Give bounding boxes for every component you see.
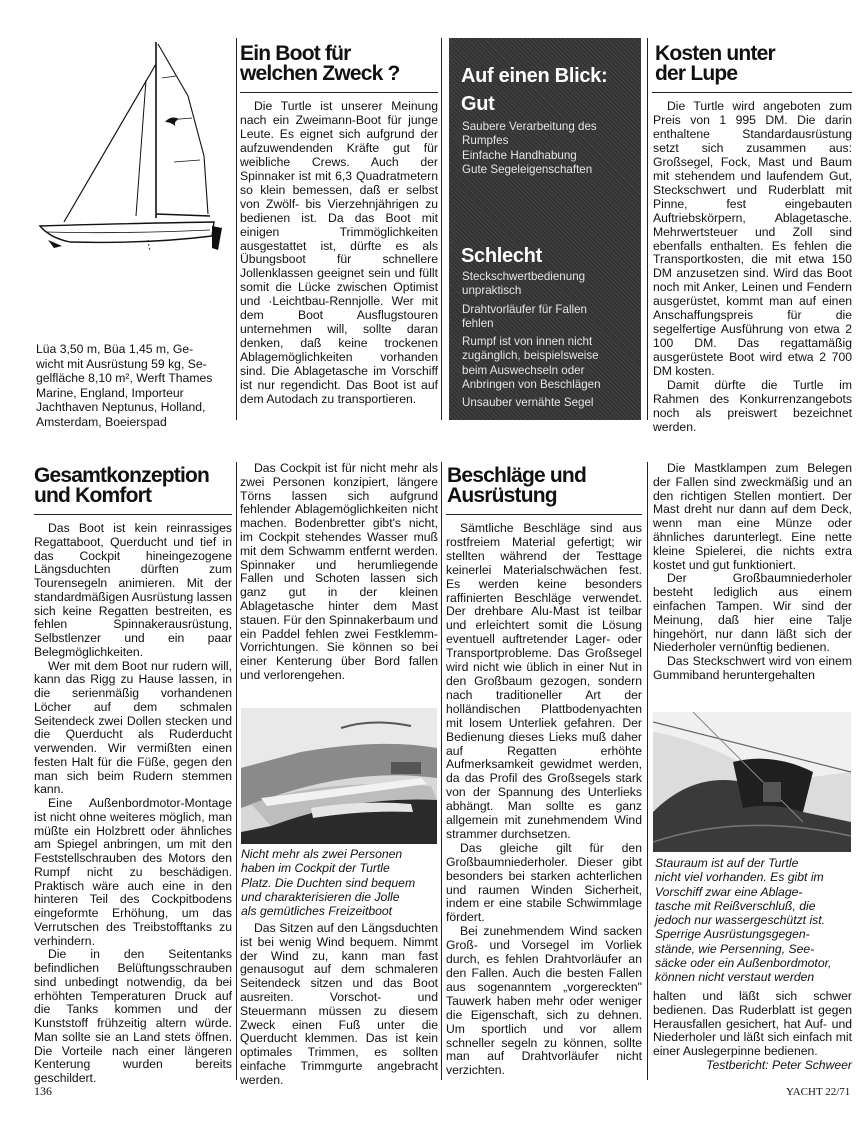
- schlecht-item: Rumpf ist von innen nicht: [462, 335, 593, 349]
- schlecht-item: Drahtvorläufer für Fallen: [462, 302, 588, 316]
- schlecht-item: fehlen: [462, 316, 494, 330]
- paragraph: Damit dürfte die Turtle im Rahmen des Konkurrenzangebots noch als preiswert bezeichnet werden.: [653, 378, 852, 434]
- column-rule: [441, 462, 442, 1080]
- paragraph: Eine Außenbordmotor-Montage ist nicht ohne weiteres möglich, man müßte ein Holzbrett oder ähnliches am Spiegel anbringen, um mit den Feststellschrauben des Motors den Rumpf nicht zu beschädigen. Praktisch wäre auch eine in den hinteren Teil des Cockpitbodens eingeformte Erhöhung, um das Verrutschen des Treibstofftanks zu verhindern.: [34, 796, 232, 948]
- box-title-gut: Gut: [461, 93, 495, 115]
- caption-line: tasche mit Reißverschluß, die: [655, 898, 816, 913]
- boat-spec-line: Amsterdam, Boeierspad: [36, 414, 167, 429]
- headline-rule: [240, 92, 438, 93]
- caption-line: Platz. Die Duchten sind bequem: [241, 875, 416, 890]
- page-number: 136: [34, 1084, 52, 1098]
- paragraph: Die Turtle wird angeboten zum Preis von 1 995 DM. Die darin enthaltene Standardausrüstung setzt sich zusammen aus: Großsegel, Fock, Mast und Baum mit stehendem und laufendem Gut, Steckschwert und Ruderblatt mit Pinne, fest eingebauten Auftriebskörpern, Ablagetasche. Mehrwertsteuer und Zoll sind ebenfalls enthalten. Es fehlen die Transportkosten, die mit etwa 150 DM anzusetzen sind. Wird das Boot noch mit Anker, Leinen und Fendern ausgerüstet, kommt man auf einen Anschaffungspreis für die segelfertige Ausführung von etwa 2 100 DM. Das regattamäßig ausgerüstete Boot wird etwa 2 700 DM kosten.: [653, 99, 852, 379]
- article-mast: [653, 462, 852, 683]
- column-rule: [236, 38, 237, 420]
- at-a-glance-box: [449, 38, 641, 420]
- schlecht-item: zugänglich, beispielsweise: [462, 349, 599, 363]
- headline-rule: [34, 514, 232, 515]
- article-cockpit: [240, 462, 438, 683]
- paragraph: Bei zunehmendem Wind sacken Groß- und Vorsegel im Vorliek durch, es fehlen Drahtvorläufer an den Fallen. Auch die besten Fallen aus sogenanntem „vorgereckten" Tauwerk haben mehr oder weniger die Eigenschaft, sich zu dehnen. Um sportlich und vor allem schneller segeln zu können, sollte man auf Drahtvorläufer nicht verzichten.: [446, 924, 642, 1078]
- paragraph: halten und läßt sich schwer bedienen. Das Ruderblatt ist gegen Herausfallen gesichert, hat Auf- und Niederholer und läßt sich einfach mit einer Auslegerpinne bedienen.: [653, 989, 852, 1059]
- caption-line: haben im Cockpit der Turtle: [241, 861, 390, 876]
- paragraph: Wer mit dem Boot nur rudern will, kann das Rigg zu Hause lassen, in die serienmäßig vorhandenen Löcher auf dem schmalen Seitendeck zwei Dollen stecken und die Querducht als Ruderducht verwenden. Wir vermißten einen festen Halt für die Füße, gegen den man sich beim Rudern stemmen kann.: [34, 658, 232, 797]
- paragraph: Das Steckschwert wird von einem Gummiband heruntergehalten: [653, 654, 852, 682]
- headline-line: Beschläge und: [447, 464, 586, 487]
- boat-spec-line: gelfläche 8,10 m², Werft Thames: [36, 371, 213, 385]
- paragraph: Das Boot ist kein reinrassiges Regattaboot, Querducht und tief in das Cockpit hineingezogene Längsduchten dürften zum Tourensegeln animieren. Mit der standardmäßigen Ausrüstung lassen sich keine Regatten bestreiten, es fehlen Spinnakerausrüstung, Selbstlenzer und ein paar Belegmöglichkeiten.: [34, 521, 232, 659]
- article-cockpit-cont: [240, 922, 438, 1088]
- caption-line: jedoch nur wassergeschützt ist.: [655, 913, 826, 928]
- article-mast-cont: [653, 990, 852, 1073]
- caption-line: stände, wie Persenning, See-: [655, 941, 815, 956]
- paragraph: Sämtliche Beschläge sind aus rostfreiem Material gefertigt; wir stellten während der Testtage keinerlei Materialschwächen fest. Es werden keine besonders raffinierten Beschläge verwendet. Der drehbare Alu-Mast ist teilbar und erleichtert somit die Lösung eventuell auftretender Lager- oder Transportprobleme. Das Großsegel wird nicht wie üblich in einer Nut in den Großbaum gezogen, sondern nach traditioneller Art der holländischen Plattbodenyachten mit losem Unterliek gefahren. Der Bedienung dieses Lieks muß daher auf Regatten erhöhte Aufmerksamkeit gewidmet werden, da das Profil des Großsegels stark von der Spannung des Unterlieks abhängt. Man sollte es ganz allgemein mit zunehmendem Wind strammer durchsetzen.: [446, 521, 642, 841]
- caption-line: säcke oder ein Außenbordmotor,: [655, 956, 832, 971]
- headline-line: Ausrüstung: [447, 484, 557, 507]
- headline-rule: [652, 92, 852, 93]
- column-rule: [441, 38, 442, 420]
- caption-line: nicht viel vorhanden. Es gibt im: [655, 870, 824, 885]
- column-rule: [647, 38, 648, 420]
- headline-beschlaege: [447, 466, 643, 506]
- caption-line: Sperrige Ausrüstungsgegen-: [655, 927, 810, 942]
- headline-gesamt: [34, 466, 238, 506]
- caption-line: Stauraum ist auf der Turtle: [655, 856, 799, 870]
- headline-line: Gesamtkonzeption: [34, 464, 210, 487]
- boat-spec-line: Jachthaven Neptunus, Holland,: [36, 400, 206, 414]
- article-gesamt: [34, 522, 232, 1086]
- paragraph: Die Turtle ist unserer Meinung nach ein Zweimann-Boot für junge Leute. Es eignet sich aufgrund der aufzuwendenden Kräfte gut für weibliche Crews. Auch der Spinnaker ist mit 6,3 Quadratmetern so klein bemessen, daß er selbst von Zwölf- bis Vierzehnjährigen zu bedienen ist. Da das Boot mit einigen Trimmöglichkeiten ausgestattet ist, dürfte es als Übungsboot für schnellere Jollenklassen geeignet sein und füllt somit die Lücke zwischen Optimist und ·Leichtbau-Rennjolle. Wer mit dem Boot Ausflugstouren unternehmen will, sollte daran denken, daß keine trockenen Ablagemöglichkeiten vorhanden sind. Die Ablagetasche im Vorschiff ist nur regendicht. Das Boot ist auf dem Autodach zu transportieren.: [240, 99, 438, 407]
- schlecht-item: Steckschwertbedienung: [462, 270, 586, 283]
- schlecht-item: Unsauber vernähte Segel: [462, 396, 594, 410]
- headline-rule: [446, 514, 642, 515]
- gut-item: Einfache Handhabung: [462, 148, 577, 162]
- headline-kosten: [655, 44, 855, 84]
- schlecht-item: Anbringen von Beschlägen: [462, 378, 601, 392]
- gut-item: Gute Segeleigenschaften: [462, 162, 593, 176]
- article-beschlaege: [446, 522, 642, 1078]
- headline-line: der Lupe: [655, 62, 738, 85]
- gut-item: Saubere Verarbeitung des: [462, 120, 597, 133]
- headline-line: Kosten unter: [655, 42, 775, 65]
- paragraph: Die in den Seitentanks befindlichen Belüftungsschrauben sind unbedingt notwendig, da bei erhöhten Temperaturen Druck auf die Tanks kommen und der Kunststoff frühzeitig altern würde. Man sollte sie an Land stets öffnen. Die Vorteile nach einer längeren Kenterung wurden bereits geschildert.: [34, 947, 232, 1085]
- boat-spec-line: Marine, England, Importeur: [36, 385, 184, 400]
- paragraph: Das gleiche gilt für den Großbaumniederholer. Dieser gibt besonders bei starken achterlichen und raumen Winden Sicherheit, indem er eine stabile Schwimmlage fördert.: [446, 840, 642, 925]
- headline-line: welchen Zweck ?: [240, 62, 400, 85]
- column-rule: [647, 462, 648, 1080]
- box-title-schlecht: Schlecht: [461, 245, 542, 267]
- cockpit-photo: [241, 708, 437, 844]
- headline-line: Ein Boot für: [240, 42, 351, 65]
- schlecht-item: beim Auswechseln oder: [462, 363, 585, 377]
- article-zweck: [240, 100, 438, 407]
- cockpit-photo-caption: [241, 847, 439, 918]
- magazine-issue: YACHT 22/71: [786, 1086, 851, 1098]
- article-kosten: [653, 100, 852, 435]
- caption-line: Vorschiff zwar eine Ablage-: [655, 884, 803, 899]
- boat-sketch: [18, 36, 228, 256]
- boat-spec-line: wicht mit Ausrüstung 59 kg, Se-: [36, 356, 207, 371]
- caption-line: können nicht verstaut werden: [655, 970, 815, 985]
- paragraph: Das Cockpit ist für nicht mehr als zwei Personen konzipiert, längere Törns lassen sich aufgrund fehlender Ablagemöglichkeiten nicht machen. Bodenbretter gibt's nicht, im Cockpit stehendes Wasser muß mit dem Schwamm entfernt werden. Spinnaker und herumliegende Fallen und Schoten lassen sich ganz gut in der kleinen Ablagetasche hinter dem Mast stauen. Für den Spinnakerbaum und ein Paddel fehlen zwei Festklemm-Vorrichtungen. Sie können so bei einer Kenterung über Bord fallen und verlorengehen.: [240, 461, 438, 682]
- caption-line: als gemütliches Freizeitboot: [241, 904, 393, 919]
- column-rule: [236, 462, 237, 1080]
- boat-spec: [36, 342, 232, 429]
- storage-photo: [653, 712, 851, 852]
- caption-line: Nicht mehr als zwei Personen: [241, 847, 403, 861]
- headline-line: und Komfort: [34, 484, 152, 507]
- boat-spec-line: Lüa 3,50 m, Büa 1,45 m, Ge-: [36, 342, 194, 356]
- paragraph: Die Mastklampen zum Belegen der Fallen sind zweckmäßig und an den richtigen Stellen montiert. Der Mast dreht nur dann auf dem Deck, wenn man eine Münze oder ähnliches darunterlegt. Eine nette kleine Spielerei, die nichts extra kostet und gut funktioniert.: [653, 461, 852, 572]
- storage-photo-caption: [655, 856, 853, 985]
- caption-line: und charakterisieren die Jolle: [241, 889, 400, 904]
- paragraph: Das Sitzen auf den Längsduchten ist bei wenig Wind bequem. Nimmt der Wind zu, kann man fast genausogut auf dem schmaleren Seitendeck sitzen und das Boot ausreiten. Vorschot- und Steuermann müssen zu diesem Zweck einen Fuß unter die Querducht klemmen. Das ist kein optimales Trimmen, es sollten einfache Trimmgurte angebracht werden.: [240, 921, 438, 1087]
- schlecht-item: unpraktisch: [462, 284, 522, 298]
- gut-item: Rumpfes: [462, 134, 509, 148]
- headline-zweck: [240, 44, 440, 84]
- paragraph: Der Großbaumniederholer besteht lediglich aus einem einfachen Tampen. Wir sind der Meinung, daß hier eine Talje hingehört, nur dann läßt sich der Niederholer vernünftig bedienen.: [653, 571, 852, 655]
- box-title: Auf einen Blick:: [461, 65, 608, 87]
- byline: Testbericht: Peter Schweer: [706, 1057, 852, 1072]
